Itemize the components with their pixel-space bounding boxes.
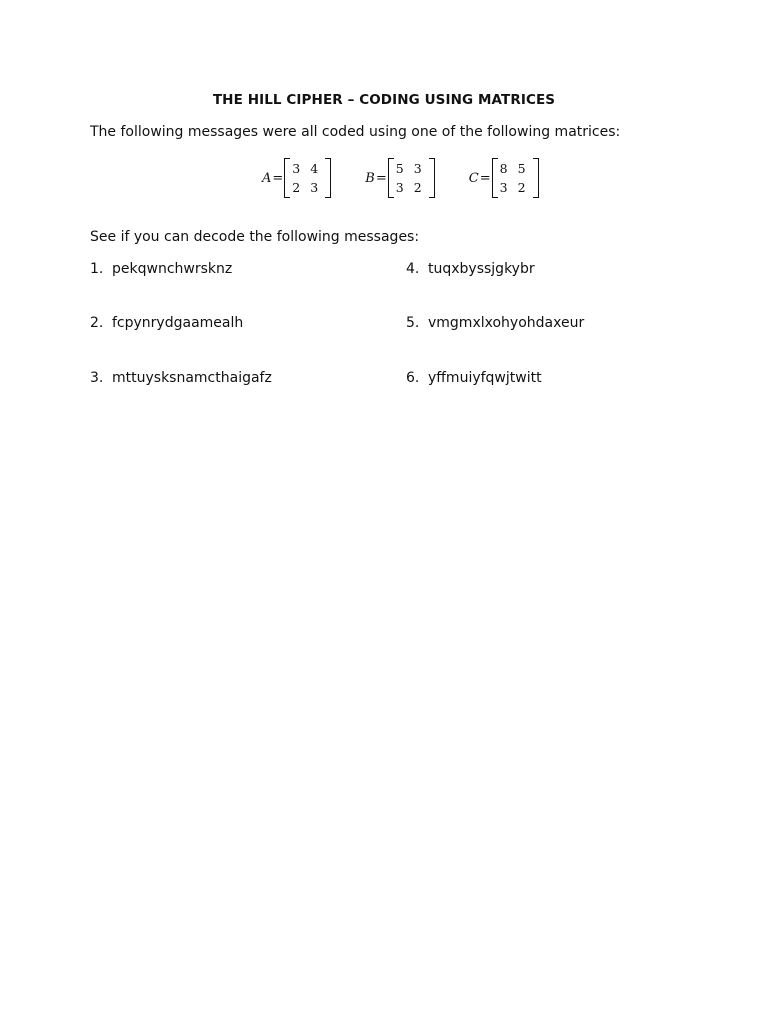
right-bracket	[429, 158, 435, 198]
right-bracket	[533, 158, 539, 198]
intro-text: The following messages were all coded using one of the following matrices:	[90, 124, 621, 140]
message-item	[406, 315, 584, 331]
matrix-entry: 3	[395, 180, 404, 195]
matrix-entries	[498, 159, 533, 197]
message-number: 2.	[90, 315, 104, 331]
matrix-name: A	[262, 170, 272, 186]
message-text: mttuysksnamcthaigafz	[112, 370, 272, 386]
matrix-row	[262, 156, 573, 200]
left-bracket	[284, 158, 290, 198]
message-number: 6.	[406, 370, 420, 386]
matrix-entry: 2	[413, 180, 422, 195]
right-bracket	[325, 158, 331, 198]
matrix-entry: 5	[395, 161, 404, 176]
matrix-entry: 3	[292, 161, 301, 176]
matrix-entry: 2	[292, 180, 301, 195]
matrix-b	[365, 158, 434, 198]
message-number: 5.	[406, 315, 420, 331]
message-text: yffmuiyfqwjtwitt	[428, 370, 542, 386]
matrix-entry: 5	[517, 161, 526, 176]
message-text: pekqwnchwrsknz	[112, 261, 233, 277]
left-bracket	[388, 158, 394, 198]
prompt-text: See if you can decode the following messages:	[90, 229, 420, 245]
matrix-entry: 2	[517, 180, 526, 195]
equals-sign: =	[479, 170, 491, 186]
message-number: 3.	[90, 370, 104, 386]
message-item	[90, 261, 232, 277]
matrix-entries	[394, 159, 429, 197]
matrix-entries	[290, 159, 325, 197]
message-text: tuqxbyssjgkybr	[428, 261, 535, 277]
message-item	[90, 370, 272, 386]
matrix-entry: 8	[499, 161, 508, 176]
matrix-entry: 3	[413, 161, 422, 176]
matrix-c	[469, 158, 539, 198]
message-text: fcpynrydgaamealh	[112, 315, 244, 331]
message-item	[406, 261, 535, 277]
matrix-name: C	[468, 170, 479, 186]
left-bracket	[492, 158, 498, 198]
matrix-entry: 3	[499, 180, 508, 195]
matrix-a	[262, 158, 331, 198]
message-number: 1.	[90, 261, 104, 277]
equals-sign: =	[272, 170, 284, 186]
equals-sign: =	[375, 170, 387, 186]
message-item	[406, 370, 542, 386]
message-item	[90, 315, 243, 331]
message-text: vmgmxlxohyohdaxeur	[428, 315, 585, 331]
matrix-entry: 4	[310, 161, 319, 176]
matrix-entry: 3	[310, 180, 319, 195]
message-number: 4.	[406, 261, 420, 277]
page-title: THE HILL CIPHER – CODING USING MATRICES	[212, 92, 556, 108]
matrix-name: B	[365, 170, 375, 186]
